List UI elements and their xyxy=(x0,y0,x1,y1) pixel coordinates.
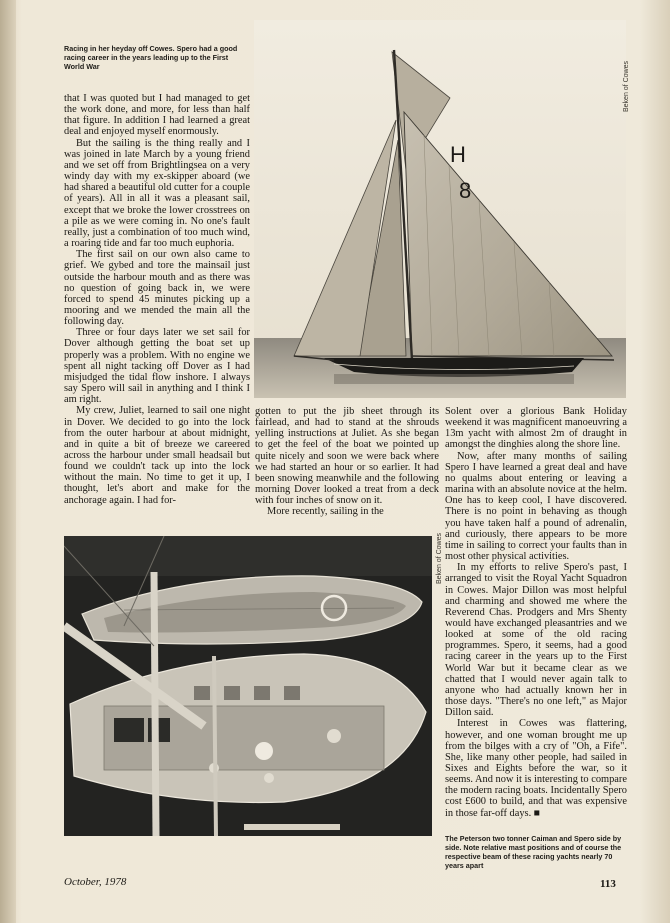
article-column-1 xyxy=(64,93,250,506)
yacht-racing-image xyxy=(254,20,626,398)
top-photo-credit: Beken of Cowes xyxy=(623,61,630,112)
col2-paragraph-2: More recently, sailing in the xyxy=(267,506,384,518)
sail-number: 8 xyxy=(459,178,472,203)
page-spine xyxy=(0,0,16,923)
col3-paragraph-4: Interest in Cowes was flattering, however, and one woman brought me up from the bilges with a cry of "Oh, a Fife". She, like many other people, had sailed in Sixes and Eights before the war, so it seems. And now it is interesting to compare the modern racing boats. Incidentally Spero cost £600 to build, and that was expensive in those far-off days. ■ xyxy=(445,718,627,819)
col1-paragraph-5: My crew, Juliet, learned to sail one night in Dover. We decided to go into the lock from the outer harbour at about midnight, and in quite a bit of breeze we careered across the harbour under small headsail but found we couldn't tack up into the lock without the main. No time to get it up, I thought, let's abort and make for the anchorage again. I had for- xyxy=(64,405,250,506)
article-column-2 xyxy=(255,406,439,518)
yachts-aerial-image xyxy=(64,536,432,836)
sail-letter: H xyxy=(450,142,466,167)
article-column-3 xyxy=(445,406,627,819)
top-photo-caption: Racing in her heyday off Cowes. Spero had a good racing career in the years leading up to the First World War xyxy=(64,44,238,71)
col1-paragraph-4: Three or four days later we set sail for Dover although getting the boat set up properly was a problem. With no engine we spent all night tacking off Dover as I had misjudged the tidal flow inshore. I always say Spero will sail in anything and I think I am right. xyxy=(64,327,250,406)
bottom-photo-caption: The Peterson two tonner Caiman and Spero side by side. Note relative mast positions and of course the respective beam of these racing yachts nearly 70 years apart xyxy=(445,834,622,870)
col1-paragraph-3: The first sail on our own also came to grief. We gybed and tore the mainsail just outside the harbour mouth and as there was no question of going back in, we were forced to spend 45 minutes picking up a mooring and we mended the main all the following day. xyxy=(64,249,250,328)
yachts-side-by-side-photo xyxy=(64,536,432,836)
issue-date: October, 1978 xyxy=(64,876,127,888)
bottom-photo-credit: Beken of Cowes xyxy=(436,533,443,584)
col3-paragraph-1: Solent over a glorious Bank Holiday weekend it was magnificent manoeuvring a 13m yacht with almost 2m of draught in amongst the dinghies along the shore line. xyxy=(445,406,627,451)
page-number: 113 xyxy=(600,878,616,890)
col3-paragraph-2: Now, after many months of sailing Spero I have learned a great deal and have no qualms about entering or leaving a marina with an absolute novice at the helm. One has to keep cool, I have discovered. There is no point in behaving as though you have taken half a pound of adrenalin, and curiously, there appears to be more time in sailing to correct your faults than in most other physical activities. xyxy=(445,450,627,563)
col2-paragraph-1: gotten to put the jib sheet through its fairlead, and had to stand at the shrouds yelling instructions at Juliet. As she began to get the feel of the boat we pointed up quite nicely and soon we were back where we had started an hour or so earlier. It had been snowing meanwhile and the following morning Dover looked a treat from a deck with four inches of snow on it. xyxy=(255,406,439,507)
col3-paragraph-3: In my efforts to relive Spero's past, I arranged to visit the Royal Yacht Squadron in Cowes. Major Dillon was most helpful and charming and showed me where the Reverend Chas. Prodgers and Mrs Shenty would have exchanged pleasantries and we looked at some of the old racing programmes. Spero, it seems, had a good racing career in the years up to the First World War but it became clear as we chatted that I would never again talk to anyone who had actually known her in those days. "There's no one left," as Major Dillon said. xyxy=(445,562,627,719)
col1-paragraph-2: But the sailing is the thing really and I was joined in late March by a young friend and we set off from Brightlingsea on a very windy day with my ex-skipper aboard (we had shared a beautiful old cutter for a couple of years). All in all it was a pleasant sail, except that we broke the lower crosstrees on a pile as we were coming in. No one's fault really, just a combination of too much wind, a roaring tide and far too much euphoria. xyxy=(64,137,250,250)
col1-paragraph-1: that I was quoted but I had managed to get the work done, and more, for less than half that figure. In addition I had learned a great deal and enjoyed myself enormously. xyxy=(64,93,250,138)
yacht-racing-photo xyxy=(254,20,626,398)
